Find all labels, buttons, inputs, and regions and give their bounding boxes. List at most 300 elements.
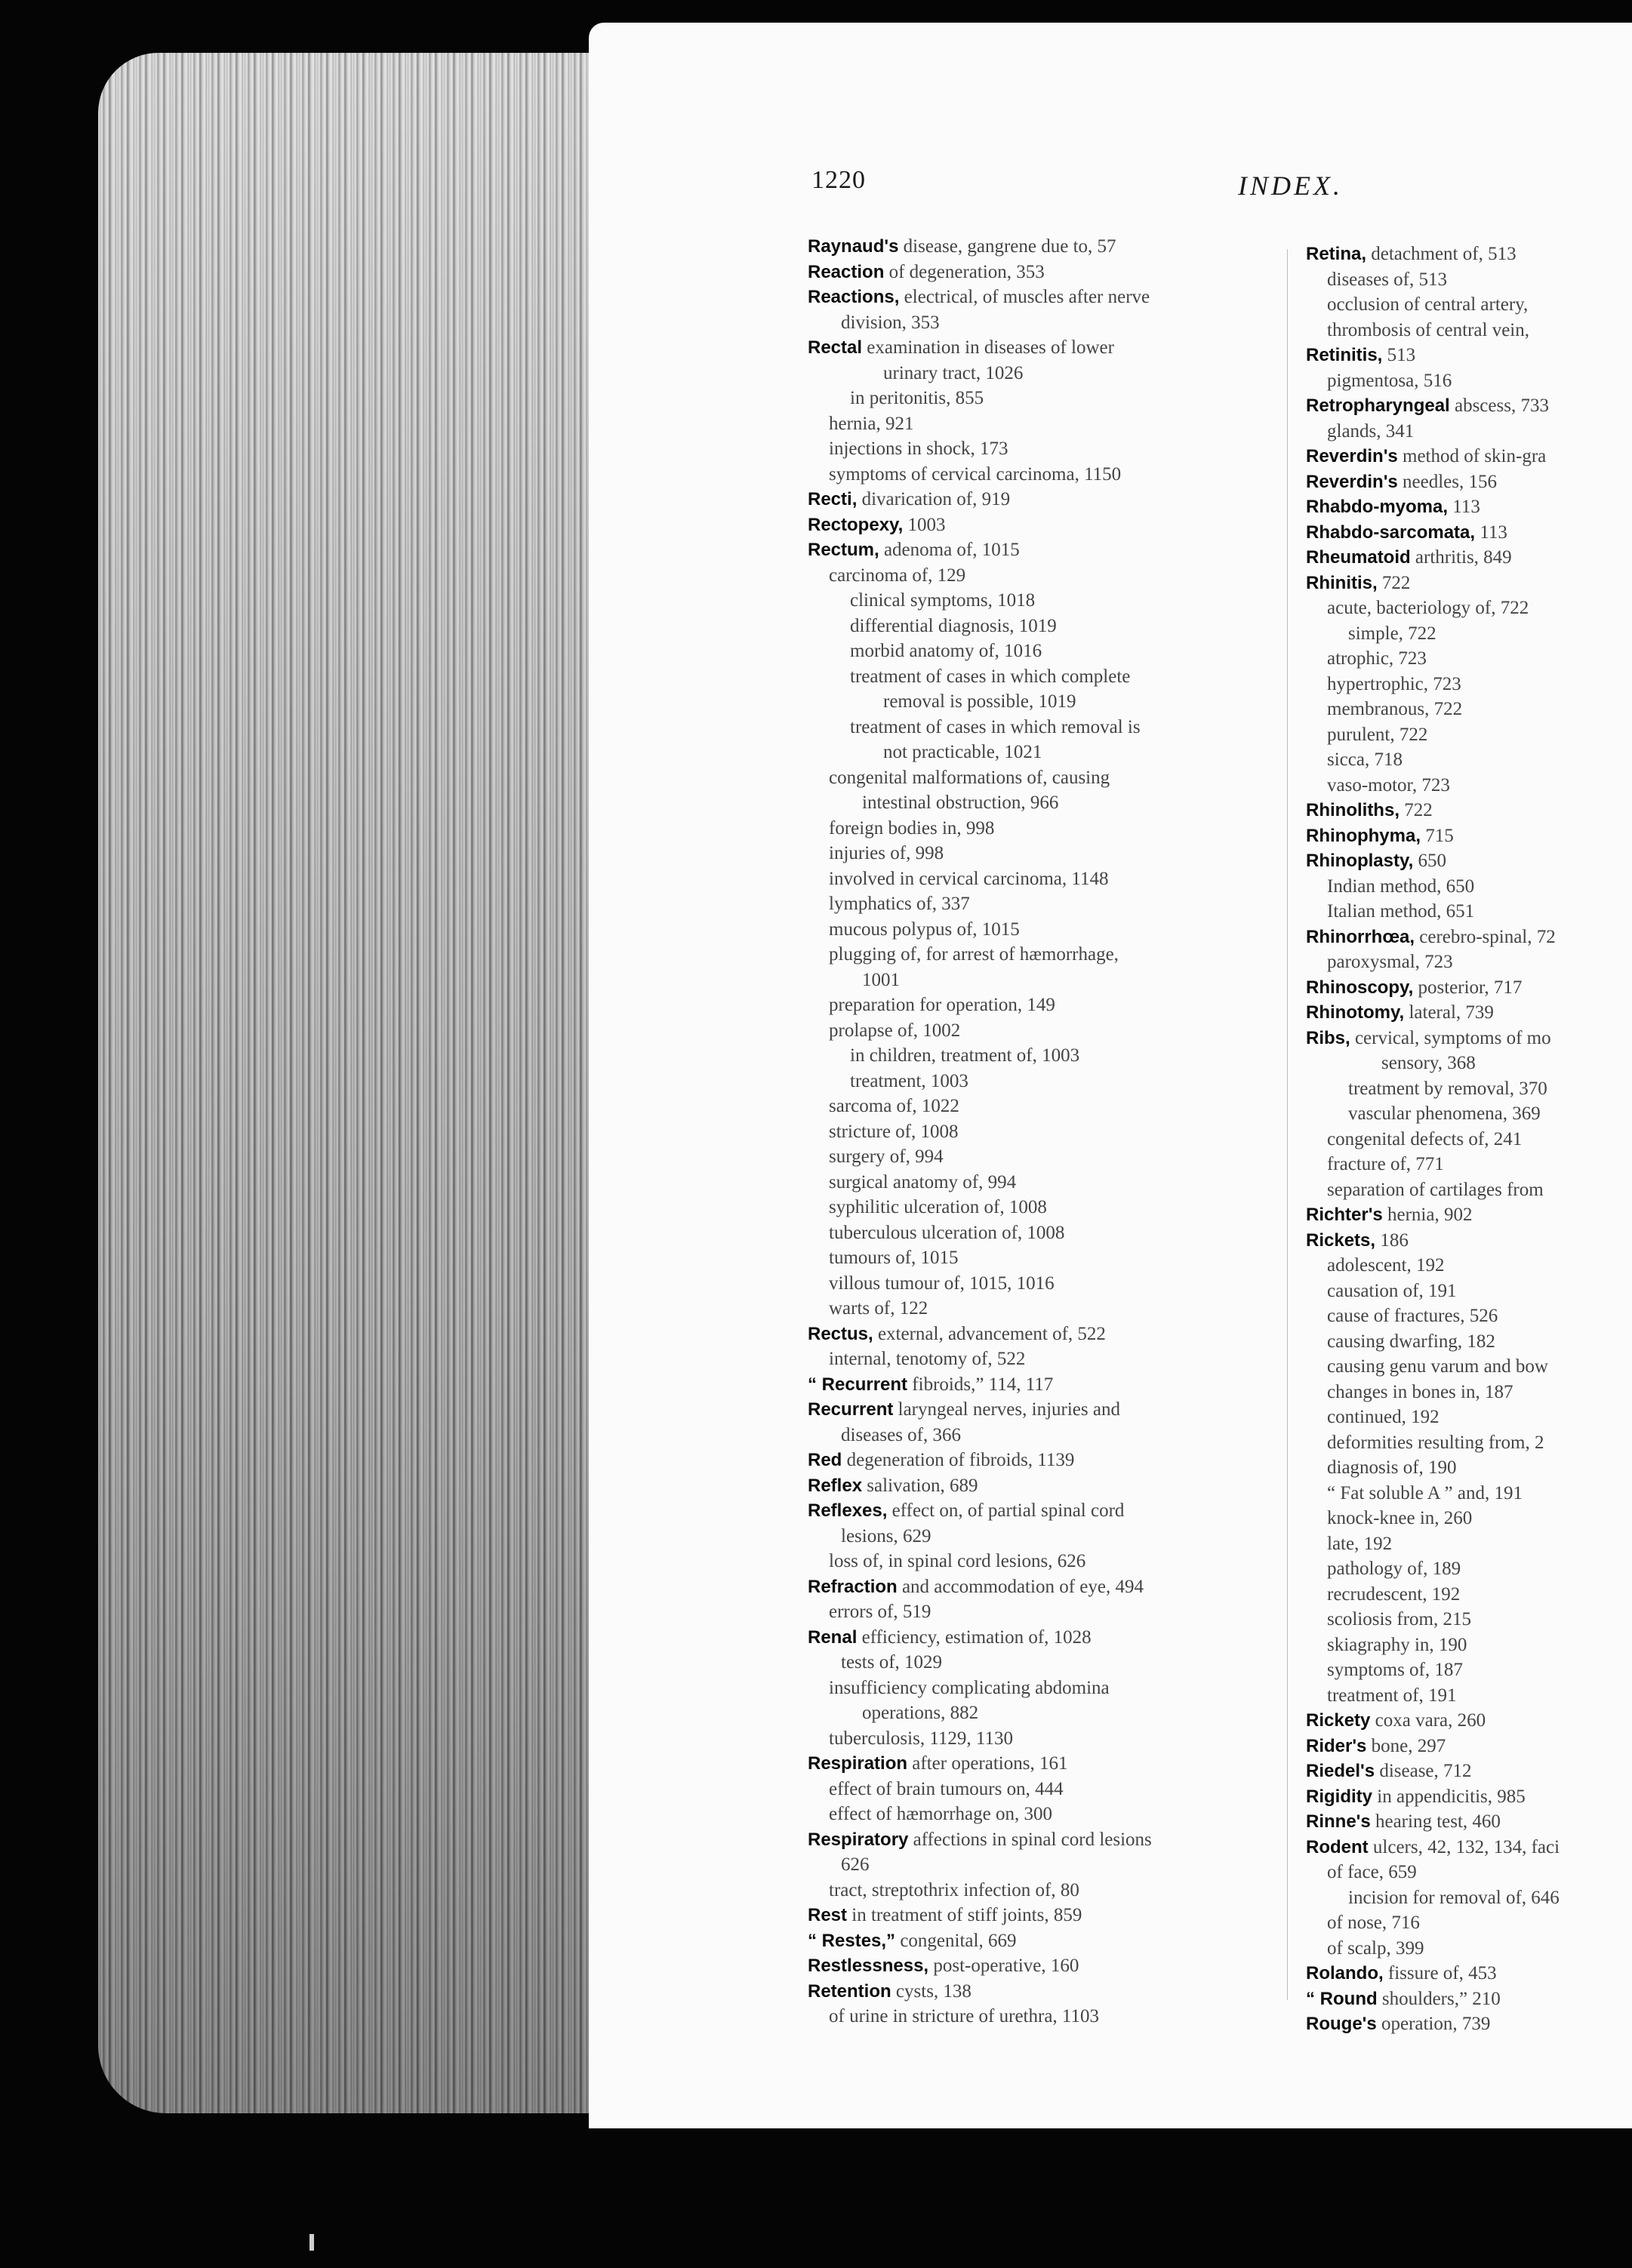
index-text: symptoms of cervical carcinoma, 1150: [829, 463, 1122, 485]
index-text: involved in cervical carcinoma, 1148: [829, 868, 1109, 889]
index-subentry: [808, 992, 1264, 1018]
index-subentry: [808, 1802, 1264, 1827]
index-heading: Rhinoscopy,: [1306, 977, 1414, 998]
index-text: pigmentosa, 516: [1327, 370, 1452, 391]
index-text: of urine in stricture of urethra, 1103: [829, 2006, 1099, 2026]
page-number: 1220: [811, 166, 866, 194]
index-subentry: [1306, 1405, 1632, 1430]
index-entry: [808, 1397, 1264, 1423]
index-entry: [1306, 1708, 1632, 1734]
index-subentry: [1306, 1152, 1632, 1177]
index-text: in children, treatment of, 1003: [850, 1045, 1080, 1066]
index-subentry: [1306, 1582, 1632, 1608]
book-page-edges: [98, 53, 604, 2113]
index-subentry: [808, 1119, 1264, 1145]
index-entry: [808, 234, 1264, 260]
index-text: internal, tenotomy of, 522: [829, 1349, 1026, 1369]
index-text: examination in diseases of lower: [862, 337, 1114, 358]
index-column-right: [1306, 242, 1632, 2037]
index-text: simple, 722: [1348, 623, 1436, 644]
index-subentry: [1306, 1076, 1632, 1102]
index-entry: [808, 1928, 1264, 1954]
index-entry: [808, 335, 1264, 361]
index-heading: Rectal: [808, 337, 863, 358]
index-text: syphilitic ulceration of, 1008: [829, 1197, 1047, 1217]
index-text: morbid anatomy of, 1016: [850, 641, 1042, 661]
index-text: recrudescent, 192: [1327, 1583, 1461, 1605]
scan-artifact-mark: [309, 2234, 314, 2251]
index-subentry: [1306, 1051, 1632, 1076]
index-subentry: [808, 436, 1264, 462]
index-subentry: [808, 2004, 1264, 2030]
index-heading: Reverdin's: [1306, 471, 1398, 492]
index-entry: [1306, 494, 1632, 520]
index-text: late, 192: [1327, 1533, 1393, 1554]
index-text: intestinal obstruction, 966: [862, 792, 1059, 813]
index-text: bone, 297: [1366, 1735, 1446, 1756]
index-text: disease, gangrene due to, 57: [898, 236, 1116, 257]
index-subentry: [1306, 1177, 1632, 1203]
index-subentry: [808, 1852, 1264, 1878]
index-text: skiagraphy in, 190: [1327, 1634, 1467, 1655]
index-subentry: [1306, 1683, 1632, 1709]
index-heading: Rinne's: [1306, 1811, 1371, 1832]
index-text: surgical anatomy of, 994: [829, 1171, 1017, 1192]
index-heading: Retention: [808, 1980, 891, 2002]
index-text: treatment by removal, 370: [1348, 1078, 1547, 1099]
index-text: stricture of, 1008: [829, 1121, 959, 1142]
index-text: incision for removal of, 646: [1348, 1887, 1560, 1908]
index-text: in peritonitis, 855: [850, 388, 984, 408]
index-subentry: [808, 386, 1264, 411]
index-subentry: [1306, 267, 1632, 293]
index-heading: Reaction: [808, 261, 885, 282]
index-text: injuries of, 998: [829, 843, 944, 863]
index-text: 626: [841, 1854, 870, 1875]
index-heading: Reverdin's: [1306, 446, 1398, 466]
index-subentry: [1306, 1531, 1632, 1557]
index-text: efficiency, estimation of, 1028: [857, 1626, 1092, 1648]
index-subentry: [808, 1271, 1264, 1297]
index-text: 715: [1421, 825, 1454, 846]
index-text: tuberculosis, 1129, 1130: [829, 1728, 1013, 1749]
index-entry: [1306, 1759, 1632, 1784]
index-text: membranous, 722: [1327, 699, 1463, 719]
index-text: 1003: [903, 514, 946, 535]
index-text: deformities resulting from, 2: [1327, 1432, 1544, 1453]
index-text: knock-knee in, 260: [1327, 1508, 1473, 1528]
index-text: “ Fat soluble A ” and, 191: [1327, 1482, 1523, 1503]
index-text: continued, 192: [1327, 1407, 1440, 1427]
index-subentry: [808, 588, 1264, 614]
index-entry: [1306, 571, 1632, 596]
index-heading: Riedel's: [1306, 1761, 1375, 1781]
index-text: cause of fractures, 526: [1327, 1306, 1498, 1326]
index-text: differential diagnosis, 1019: [850, 615, 1057, 636]
index-page: [589, 23, 1632, 2128]
index-subentry: [808, 1878, 1264, 1903]
index-subentry: [1306, 722, 1632, 748]
index-subentry: [1306, 621, 1632, 647]
index-text: atrophic, 723: [1327, 648, 1427, 669]
index-heading: Rest: [808, 1905, 848, 1925]
index-subentry: [1306, 1101, 1632, 1127]
index-subentry: [808, 816, 1264, 842]
index-text: sarcoma of, 1022: [829, 1096, 959, 1116]
index-text: tests of, 1029: [841, 1652, 943, 1673]
index-subentry: [1306, 773, 1632, 799]
index-text: hearing test, 460: [1370, 1811, 1501, 1832]
index-subentry: [1306, 1127, 1632, 1152]
index-subentry: [1306, 368, 1632, 394]
index-entry: [1306, 1734, 1632, 1759]
index-text: shoulders,” 210: [1377, 1988, 1501, 2009]
index-heading: Rigidity: [1306, 1786, 1372, 1807]
index-text: treatment of cases in which complete: [850, 666, 1131, 687]
index-text: separation of cartilages from: [1327, 1179, 1544, 1200]
index-text: adenoma of, 1015: [879, 540, 1020, 560]
index-subentry: [808, 1144, 1264, 1170]
index-entry: [808, 1979, 1264, 2005]
index-text: not practicable, 1021: [883, 742, 1042, 762]
index-text: injections in shock, 173: [829, 439, 1008, 459]
index-subentry: [1306, 419, 1632, 445]
index-subentry: [808, 1170, 1264, 1196]
index-text: divarication of, 919: [857, 489, 1011, 509]
index-text: 722: [1399, 800, 1433, 820]
index-text: causing dwarfing, 182: [1327, 1331, 1495, 1352]
index-entry: [1306, 848, 1632, 874]
index-text: lateral, 739: [1404, 1002, 1494, 1023]
index-text: Indian method, 650: [1327, 876, 1475, 897]
index-subentry: [1306, 1885, 1632, 1911]
index-subentry: [1306, 1481, 1632, 1506]
index-heading: Rhabdo-myoma,: [1306, 497, 1449, 517]
index-text: affections in spinal cord lesions: [908, 1829, 1152, 1850]
index-heading: Raynaud's: [808, 236, 899, 257]
index-subentry: [808, 1245, 1264, 1271]
index-text: congenital, 669: [895, 1930, 1017, 1951]
index-text: of face, 659: [1327, 1862, 1417, 1882]
index-text: external, advancement of, 522: [873, 1323, 1106, 1344]
index-text: method of skin-gra: [1397, 446, 1547, 466]
index-heading: Rickets,: [1306, 1229, 1376, 1251]
index-subentry: [808, 1524, 1264, 1549]
index-text: vaso-motor, 723: [1327, 774, 1450, 795]
index-heading: Rolando,: [1306, 1963, 1384, 1983]
index-text: congenital defects of, 241: [1327, 1128, 1523, 1149]
index-text: 650: [1413, 851, 1446, 871]
index-heading: Reflex: [808, 1475, 863, 1496]
index-subentry: [1306, 1279, 1632, 1304]
index-subentry: [808, 1069, 1264, 1094]
index-text: urinary tract, 1026: [883, 362, 1024, 383]
column-divider: [1287, 249, 1288, 2000]
index-subentry: [808, 917, 1264, 943]
index-heading: Rhinophyma,: [1306, 825, 1421, 846]
index-entry: [1306, 1228, 1632, 1254]
index-text: errors of, 519: [829, 1602, 931, 1622]
index-text: warts of, 122: [829, 1298, 928, 1319]
index-text: cysts, 138: [891, 1980, 972, 2002]
index-subentry: [808, 841, 1264, 866]
index-text: needles, 156: [1397, 471, 1497, 492]
index-subentry: [808, 790, 1264, 816]
index-text: fissure of, 453: [1383, 1963, 1497, 1983]
index-text: in appendicitis, 985: [1372, 1786, 1526, 1807]
index-entry: [808, 1498, 1264, 1524]
index-text: congenital malformations of, causing: [829, 767, 1110, 788]
index-subentry: [1306, 292, 1632, 318]
index-entry: [1306, 823, 1632, 849]
index-entry: [1306, 393, 1632, 419]
index-entry: [808, 260, 1264, 285]
index-heading: Rhinoplasty,: [1306, 851, 1414, 871]
index-entry: [1306, 1961, 1632, 1986]
index-subentry: [1306, 1455, 1632, 1481]
index-text: vascular phenomena, 369: [1348, 1103, 1541, 1124]
index-text: 113: [1475, 522, 1507, 543]
index-entry: [808, 512, 1264, 538]
index-text: tumours of, 1015: [829, 1248, 959, 1268]
index-subentry: [808, 1650, 1264, 1676]
index-heading: Renal: [808, 1626, 858, 1648]
index-text: adolescent, 192: [1327, 1255, 1445, 1276]
index-text: of nose, 716: [1327, 1913, 1420, 1933]
index-text: pathology of, 189: [1327, 1559, 1461, 1579]
index-subentry: [808, 1195, 1264, 1220]
index-text: acute, bacteriology of, 722: [1327, 598, 1529, 618]
index-text: causation of, 191: [1327, 1280, 1457, 1301]
index-heading: “ Restes,”: [808, 1930, 896, 1951]
index-entry: [1306, 1835, 1632, 1860]
index-subentry: [1306, 1556, 1632, 1582]
index-subentry: [1306, 1860, 1632, 1885]
index-heading: Rhinorrhœa,: [1306, 926, 1415, 947]
index-text: symptoms of, 187: [1327, 1660, 1463, 1680]
index-subentry: [808, 1777, 1264, 1802]
index-entry: [808, 537, 1264, 563]
index-heading: “ Round: [1306, 1988, 1378, 2009]
index-subentry: [1306, 1380, 1632, 1405]
index-text: after operations, 161: [907, 1753, 1068, 1774]
index-heading: Retropharyngeal: [1306, 395, 1450, 416]
index-heading: Ribs,: [1306, 1027, 1350, 1048]
index-text: disease, 712: [1375, 1761, 1472, 1781]
index-column-left: [808, 234, 1264, 2030]
index-text: diseases of, 513: [1327, 269, 1447, 290]
index-heading: Richter's: [1306, 1205, 1383, 1225]
index-subentry: [808, 1296, 1264, 1322]
index-subentry: [808, 1700, 1264, 1726]
index-text: lesions, 629: [841, 1525, 931, 1546]
index-heading: Reactions,: [808, 287, 900, 307]
index-subentry: [1306, 874, 1632, 900]
index-subentry: [808, 1018, 1264, 1044]
index-subentry: [1306, 318, 1632, 343]
index-text: sensory, 368: [1381, 1053, 1476, 1073]
index-text: detachment of, 513: [1366, 244, 1517, 264]
index-heading: Rhinotomy,: [1306, 1002, 1405, 1023]
index-subentry: [808, 664, 1264, 690]
index-heading: Rheumatoid: [1306, 547, 1411, 568]
index-text: degeneration of fibroids, 1139: [842, 1450, 1075, 1470]
index-entry: [808, 1751, 1264, 1777]
index-heading: Retina,: [1306, 244, 1367, 264]
index-text: tract, streptothrix infection of, 80: [829, 1879, 1079, 1900]
index-heading: Rectum,: [808, 540, 879, 560]
index-subentry: [1306, 1633, 1632, 1658]
index-text: cerebro-spinal, 72: [1415, 926, 1556, 947]
index-entry: [808, 1953, 1264, 1979]
index-text: treatment of, 191: [1327, 1685, 1457, 1706]
index-text: post-operative, 160: [928, 1956, 1079, 1976]
index-entry: [808, 1827, 1264, 1853]
index-heading: Rickety: [1306, 1710, 1371, 1731]
index-text: 186: [1375, 1229, 1409, 1251]
index-text: operation, 739: [1376, 2014, 1491, 2034]
index-text: cervical, symptoms of mo: [1350, 1027, 1551, 1048]
index-entry: [1306, 1000, 1632, 1026]
index-text: causing genu varum and bow: [1327, 1356, 1548, 1377]
index-subentry: [1306, 1910, 1632, 1936]
index-text: carcinoma of, 129: [829, 565, 966, 586]
index-text: Italian method, 651: [1327, 901, 1475, 922]
index-text: thrombosis of central vein,: [1327, 319, 1529, 340]
index-entry: [1306, 975, 1632, 1001]
index-subentry: [808, 740, 1264, 765]
index-text: 722: [1377, 572, 1411, 593]
index-subentry: [1306, 1657, 1632, 1683]
index-text: fibroids,” 114, 117: [907, 1374, 1054, 1395]
index-text: tuberculous ulceration of, 1008: [829, 1222, 1065, 1243]
index-text: electrical, of muscles after nerve: [899, 287, 1150, 307]
index-text: foreign bodies in, 998: [829, 817, 995, 839]
index-subentry: [808, 614, 1264, 639]
index-subentry: [1306, 899, 1632, 925]
index-heading: Rhabdo-sarcomata,: [1306, 522, 1476, 543]
index-entry: [1306, 343, 1632, 368]
index-heading: “ Recurrent: [808, 1374, 908, 1395]
index-subentry: [808, 1726, 1264, 1752]
index-subentry: [808, 563, 1264, 589]
index-subentry: [808, 765, 1264, 791]
index-text: 1001: [862, 969, 900, 990]
index-text: effect of hæmorrhage on, 300: [829, 1804, 1052, 1824]
index-subentry: [808, 639, 1264, 664]
index-text: preparation for operation, 149: [829, 995, 1055, 1015]
index-heading: Rodent: [1306, 1836, 1369, 1857]
index-subentry: [808, 942, 1264, 968]
index-text: removal is possible, 1019: [883, 691, 1076, 712]
index-text: clinical symptoms, 1018: [850, 590, 1036, 611]
index-subentry: [1306, 1430, 1632, 1456]
index-heading: Rider's: [1306, 1735, 1367, 1756]
index-subentry: [808, 715, 1264, 740]
index-heading: Rhinoliths,: [1306, 800, 1400, 820]
index-subentry: [808, 866, 1264, 892]
index-subentry: [808, 361, 1264, 386]
index-text: diagnosis of, 190: [1327, 1457, 1457, 1478]
index-heading: Rectus,: [808, 1323, 873, 1344]
index-entry: [808, 285, 1264, 310]
index-entry: [1306, 545, 1632, 571]
index-subentry: [808, 891, 1264, 917]
index-text: effect of brain tumours on, 444: [829, 1778, 1064, 1799]
index-entry: [808, 1372, 1264, 1398]
index-text: hernia, 921: [829, 413, 914, 434]
index-entry: [808, 1574, 1264, 1600]
index-heading: Rhinitis,: [1306, 572, 1378, 593]
index-text: of scalp, 399: [1327, 1937, 1424, 1959]
index-text: abscess, 733: [1449, 395, 1549, 416]
index-text: hernia, 902: [1382, 1205, 1473, 1225]
index-entry: [1306, 242, 1632, 267]
index-subentry: [1306, 1253, 1632, 1279]
index-entry: [808, 1473, 1264, 1499]
index-text: laryngeal nerves, injuries and: [893, 1399, 1120, 1420]
index-heading: Refraction: [808, 1576, 898, 1597]
index-text: occlusion of central artery,: [1327, 294, 1529, 315]
index-text: purulent, 722: [1327, 724, 1428, 745]
index-entry: [808, 1322, 1264, 1347]
index-text: division, 353: [841, 312, 940, 333]
index-text: salivation, 689: [862, 1475, 978, 1496]
index-subentry: [808, 1676, 1264, 1701]
index-heading: Recurrent: [808, 1399, 894, 1420]
index-text: and accommodation of eye, 494: [897, 1576, 1144, 1597]
index-subentry: [808, 1599, 1264, 1625]
index-subentry: [1306, 697, 1632, 722]
index-subentry: [1306, 1607, 1632, 1633]
index-subentry: [808, 1549, 1264, 1574]
index-entry: [808, 487, 1264, 512]
index-subentry: [1306, 1329, 1632, 1355]
index-entry: [1306, 1809, 1632, 1835]
index-entry: [1306, 925, 1632, 950]
index-text: effect on, of partial spinal cord: [887, 1500, 1125, 1521]
index-subentry: [808, 1423, 1264, 1448]
index-heading: Reflexes,: [808, 1500, 888, 1521]
index-text: sicca, 718: [1327, 749, 1403, 770]
index-text: loss of, in spinal cord lesions, 626: [829, 1551, 1086, 1571]
index-text: of degeneration, 353: [884, 261, 1045, 282]
index-subentry: [1306, 1354, 1632, 1380]
index-subentry: [808, 1094, 1264, 1119]
index-subentry: [1306, 672, 1632, 697]
index-heading: Respiratory: [808, 1829, 909, 1850]
index-heading: Rectopexy,: [808, 514, 904, 535]
index-text: in treatment of stiff joints, 859: [847, 1905, 1082, 1925]
index-heading: Restlessness,: [808, 1956, 929, 1976]
index-text: treatment, 1003: [850, 1070, 968, 1091]
index-text: fracture of, 771: [1327, 1154, 1444, 1174]
index-text: scoliosis from, 215: [1327, 1609, 1471, 1629]
index-text: glands, 341: [1327, 420, 1415, 442]
index-subentry: [1306, 1506, 1632, 1531]
index-heading: Red: [808, 1450, 842, 1470]
index-entry: [808, 1625, 1264, 1651]
index-text: posterior, 717: [1413, 977, 1523, 998]
index-subentry: [1306, 747, 1632, 773]
index-entry: [1306, 469, 1632, 495]
index-text: ulcers, 42, 132, 134, faci: [1368, 1836, 1560, 1857]
index-heading: Recti,: [808, 489, 858, 509]
index-subentry: [808, 1220, 1264, 1246]
index-text: treatment of cases in which removal is: [850, 716, 1141, 737]
index-text: mucous polypus of, 1015: [829, 919, 1020, 940]
index-text: 513: [1382, 345, 1416, 365]
